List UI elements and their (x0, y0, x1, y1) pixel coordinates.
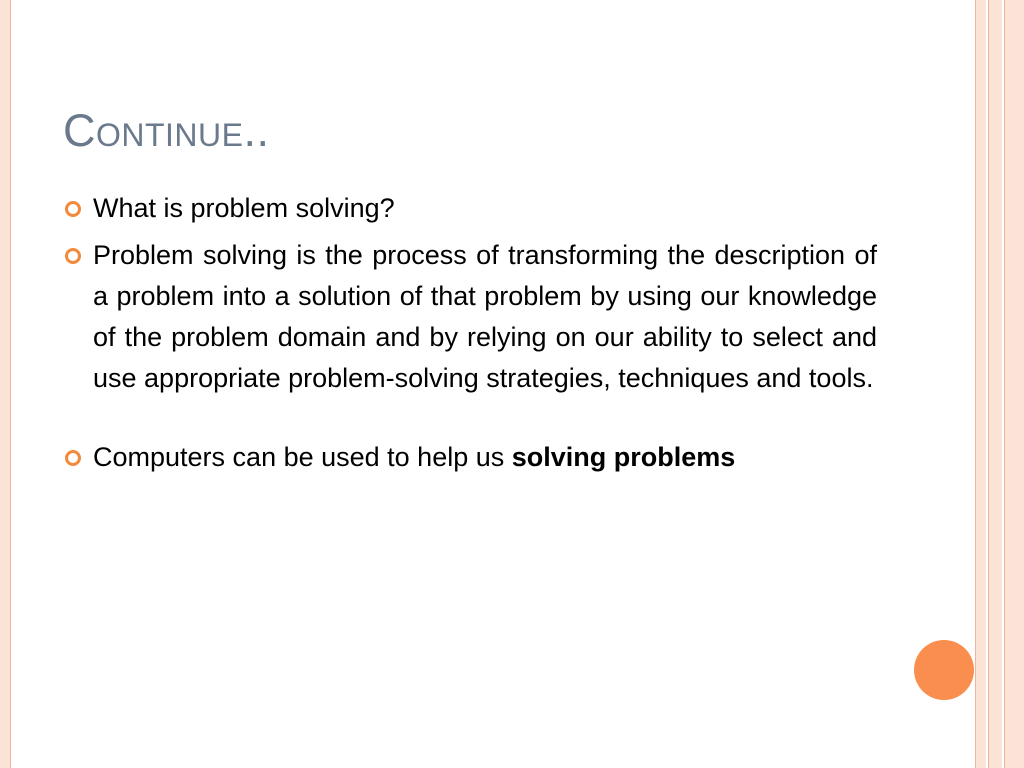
bullet-text-bold: solving problems (511, 442, 736, 472)
slide-title: Continue.. (63, 105, 270, 156)
bullet-text (93, 437, 783, 478)
bullet-text-normal: Computers can be used to help us (93, 442, 512, 472)
bullet-item (63, 437, 877, 478)
bullet-item (63, 188, 877, 229)
right-frame-stripe (988, 0, 1002, 768)
left-frame-stripe (0, 0, 11, 768)
right-frame-stripe (975, 0, 986, 768)
bullet-text: Problem solving is the process of transforming the description of a problem into a solution of that problem by using our knowledge of the problem domain and by relying on our ability to select and use appropriate problem-solving strategies, techniques and tools. (93, 240, 877, 393)
ring-bullet-icon (65, 248, 81, 264)
right-frame-stripe (1004, 0, 1024, 768)
bullet-item (63, 235, 877, 399)
bullet-list (63, 188, 877, 484)
ring-bullet-icon (65, 201, 81, 217)
ring-bullet-icon (65, 450, 81, 466)
orange-circle-icon (914, 640, 974, 700)
bullet-text: What is problem solving? (93, 193, 395, 223)
